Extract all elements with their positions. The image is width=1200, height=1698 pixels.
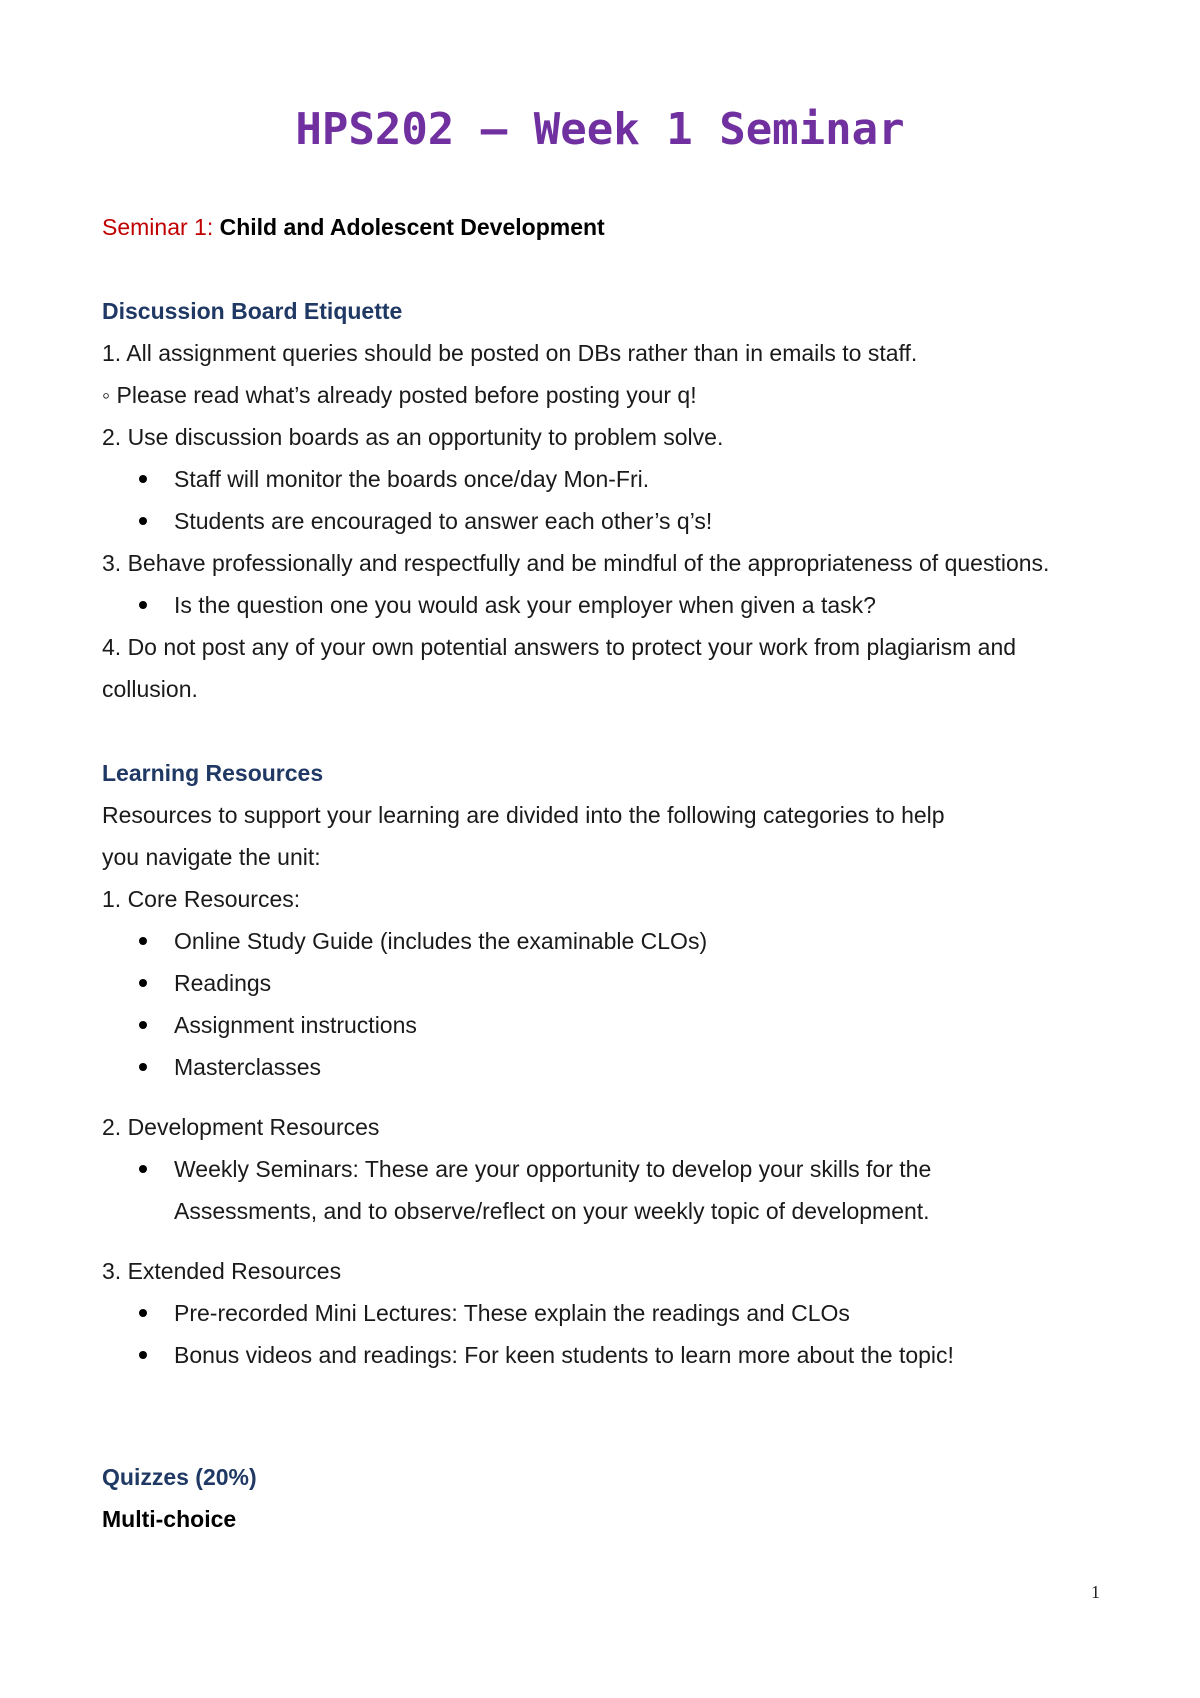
page-title: HPS202 – Week 1 Seminar [295,104,905,155]
list-item: Masterclasses [102,1046,1112,1088]
resources-heading: Learning Resources [102,760,324,786]
list-item: Assignment instructions [102,1004,1112,1046]
list-item: Students are encouraged to answer each other’s q’s! [102,500,1112,542]
development-bullet-line-2: Assessments, and to observe/reflect on your weekly topic of development. [174,1198,930,1224]
page-number: 1 [1091,1582,1100,1602]
resources-intro-line-2: you navigate the unit: [102,844,321,870]
seminar-topic: Child and Adolescent Development [219,214,605,240]
list-item: Staff will monitor the boards once/day Mon-Fri. [102,458,1112,500]
quizzes-subheading: Multi-choice [102,1506,237,1532]
list-item: Pre-recorded Mini Lectures: These explain the readings and CLOs [102,1292,1112,1334]
document-body [102,206,1112,1540]
resources-intro-line-1: Resources to support your learning are divided into the following categories to help [102,802,945,828]
extended-resources-list [102,1292,1112,1376]
extended-resources-label: 3. Extended Resources [102,1258,342,1284]
etiquette-item-3-bullets [102,584,1112,626]
etiquette-item-4-line-1: 4. Do not post any of your own potential answers to protect your work from plagiarism and [102,634,1017,660]
etiquette-heading: Discussion Board Etiquette [102,298,403,324]
development-resources-label: 2. Development Resources [102,1114,380,1140]
etiquette-item-2-bullets [102,458,1112,542]
development-bullet-line-1: Weekly Seminars: These are your opportunity to develop your skills for the [174,1156,932,1182]
development-resources-list [102,1148,1112,1190]
list-item: Readings [102,962,1112,1004]
seminar-label: Seminar 1: [102,214,214,240]
list-item: Online Study Guide (includes the examinable CLOs) [102,920,1112,962]
etiquette-item-2: 2. Use discussion boards as an opportunity to problem solve. [102,424,724,450]
etiquette-item-4-line-2: collusion. [102,676,198,702]
list-item [102,1148,1112,1190]
seminar-line [102,206,1112,248]
etiquette-item-1-note: ◦ Please read what’s already posted before posting your q! [102,382,697,408]
list-item: Bonus videos and readings: For keen students to learn more about the topic! [102,1334,1112,1376]
core-resources-label: 1. Core Resources: [102,886,301,912]
quizzes-heading: Quizzes (20%) [102,1464,257,1490]
core-resources-list [102,920,1112,1088]
etiquette-item-3: 3. Behave professionally and respectfully and be mindful of the appropriateness of questions. [102,550,1050,576]
list-item: Is the question one you would ask your employer when given a task? [102,584,1112,626]
etiquette-item-1: 1. All assignment queries should be posted on DBs rather than in emails to staff. [102,340,918,366]
